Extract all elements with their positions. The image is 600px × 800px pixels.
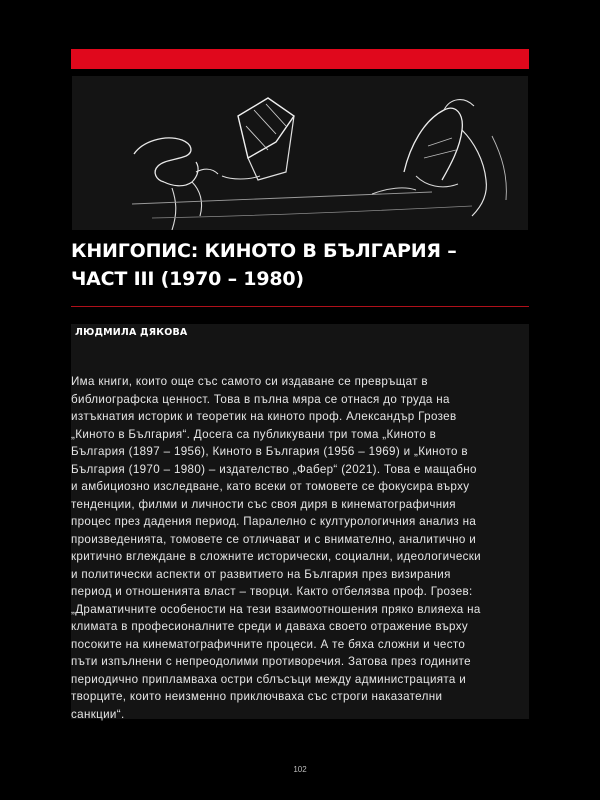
body-line: период и отношенията власт – творци. Както отбелязва проф. Грозев:: [71, 585, 473, 598]
article-body: [71, 373, 529, 723]
body-line: и политически аспекти от развитието на България през визирания: [71, 567, 451, 581]
hero-illustration: [72, 76, 528, 230]
body-line: критично вглеждане в сложните исторически, социални, идеологически: [71, 550, 482, 563]
author-name: ЛЮДМИЛА ДЯКОВА: [75, 327, 188, 338]
page-number: 102: [293, 765, 307, 774]
body-line: санкции“.: [71, 707, 125, 721]
body-line: тенденции, филми и личности със своя диря в кинематографичния: [71, 497, 456, 511]
body-line: България (1970 – 1980) – издателство „Фабер“ (2021). Това е мащабно: [71, 462, 477, 476]
body-line: Има книги, които още със самото си издаване се превръщат в: [71, 375, 428, 388]
body-line: пъти изпълнени с непреодолими противоречия. Затова през годините: [71, 655, 471, 668]
body-line: „Драматичните особености на тези взаимоотношения пряко влияеха на: [71, 602, 481, 616]
article-title-line-1: КНИГОПИС: КИНОТО В БЪЛГАРИЯ –: [71, 240, 457, 262]
body-line: произведенията, томовете се отличават и с внимателно, аналитично и: [71, 532, 477, 546]
article-title-line-2: ЧАСТ III (1970 – 1980): [71, 268, 304, 290]
body-line: посоките на кинематографичните процеси. А те бяха сложни и често: [71, 637, 466, 651]
body-line: „Киното в България“. Досега са публикувани три тома „Киното в: [71, 427, 437, 441]
article-panel: [71, 324, 529, 719]
body-line: библиографска ценност. Това в пълна мяра се отнася до труда на: [71, 392, 450, 406]
body-line: периодично припламваха остри сблъсъци между администрацията и: [71, 672, 467, 686]
body-line: творците, които неизменно приключваха със строги наказателни: [71, 690, 443, 703]
body-line: климата в професионалните среди и даваха своето отражение върху: [71, 620, 468, 633]
body-line: процес през дадения период. Паралелно с културологичния анализ на: [71, 515, 477, 528]
title-divider: [71, 306, 529, 307]
header-accent-bar: [71, 49, 529, 69]
body-line: България (1897 – 1956), Киното в България (1956 – 1969) и „Киното в: [71, 445, 468, 458]
article-title: [71, 237, 529, 293]
body-line: изтъкнатия историк и теоретик на киното проф. Александър Грозев: [71, 410, 457, 423]
line-drawing-image: [72, 76, 528, 230]
body-line: и амбициозно изследване, като всеки от томовете се фокусира върху: [71, 480, 470, 493]
